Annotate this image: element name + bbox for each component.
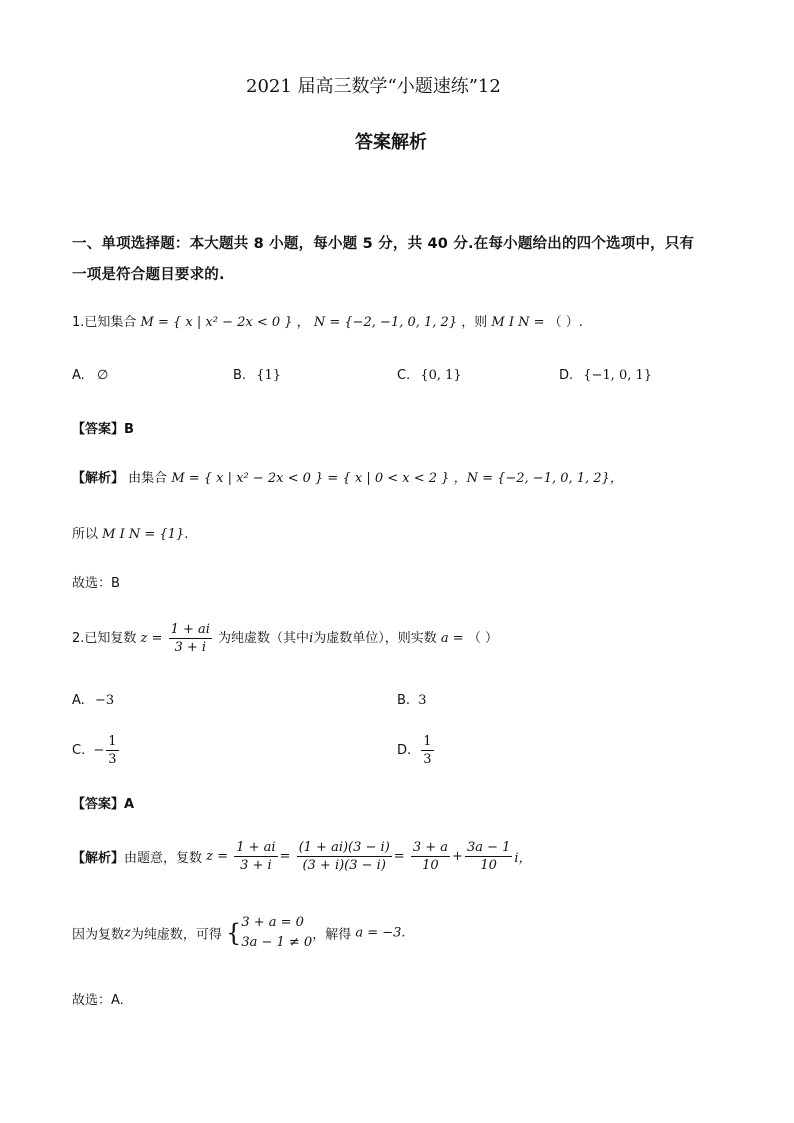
q2-because — [72, 913, 406, 953]
q2-stem-end: （ ） — [467, 631, 498, 646]
q2-fraction — [169, 622, 212, 655]
q2-fraction-numerator: 1 + ai — [170, 622, 210, 637]
q1-stem-suffix: ，则 — [461, 315, 488, 330]
q2-analysis-fraction-3 — [411, 840, 450, 873]
q1-option-a-value: ∅ — [96, 368, 109, 383]
q2-analysis: 【解析】由题意，复数 z = $\frac{1 + ai}{3 + i}$ = $\frac{(1 + ai)(3 - i)}{(3 + i)(3 - i)}$ = $\frac{3 + a}{10}$ + $\frac{3a - 1}{10}$ i， — [72, 840, 532, 873]
q2-choose: 故选：A. — [72, 993, 124, 1008]
q2-because-mid: 为纯虚数，可得 — [130, 927, 222, 943]
q1-option-d-value: {−1, 0, 1} — [583, 368, 653, 383]
page-title: 2021 届高三数学“小题速练”12 — [246, 76, 501, 97]
q2-analysis-fraction-2-den: (3 + i)(3 − i) — [302, 858, 386, 873]
q2-analysis-fraction-4-num: 3a − 1 — [466, 840, 511, 855]
q2-fraction-denominator: 3 + i — [174, 640, 207, 655]
q2-system-line-2: 3a − 1 ≠ 0 — [241, 935, 313, 950]
q1-option-a — [72, 368, 108, 383]
q1-stem-end: （ ）. — [548, 315, 583, 330]
q1-separator: ， — [296, 315, 310, 330]
q2-analysis-plus: + — [452, 849, 463, 864]
q1-option-b-value: {1} — [256, 368, 282, 383]
q2-analysis-fraction-1 — [234, 840, 277, 873]
q2-option-d-fraction — [421, 734, 433, 767]
q2-analysis-tail: i， — [514, 851, 532, 866]
q2-option-a-letter: A. — [72, 693, 85, 708]
q2-option-c-fraction — [106, 734, 118, 767]
q2-stem-i: i — [309, 631, 314, 646]
q2-analysis-fraction-1-den: 3 + i — [240, 858, 272, 873]
q1-analysis-set-n: ，N = {−2, −1, 0, 1, 2}， — [453, 471, 623, 486]
q1-set-m: M = { x | x² − 2x < 0 } — [140, 315, 293, 330]
q2-option-d — [397, 734, 436, 767]
q2-option-b-value: 3 — [418, 693, 427, 708]
q2-analysis-text: 由题意，复数 — [124, 851, 203, 866]
q2-analysis-fraction-2-num: (1 + ai)(3 − i) — [298, 840, 390, 855]
q2-because-z: z — [124, 925, 131, 941]
q1-option-c-letter: C. — [397, 368, 411, 383]
section-heading-line1: 一、单项选择题：本大题共 8 小题，每小题 5 分，共 40 分.在每小题给出的四个选项中，只有 — [72, 236, 695, 252]
q2-analysis-fraction-4-den: 10 — [480, 858, 497, 873]
q2-option-c-numerator: 1 — [108, 734, 117, 749]
q2-stem-prefix: 2.已知复数 — [72, 631, 137, 646]
q2-option-d-letter: D. — [397, 743, 412, 758]
q1-option-c — [397, 368, 462, 383]
q1-stem-prefix: 1.已知集合 — [72, 315, 137, 330]
q2-option-c — [72, 734, 121, 767]
q1-conclusion — [72, 523, 188, 542]
q2-option-b-letter: B. — [397, 693, 411, 708]
q2-answer: 【答案】A — [72, 797, 135, 812]
q1-option-b — [233, 368, 281, 383]
q1-expression: M I N = — [491, 315, 545, 330]
q2-stem-mid: 为纯虚数（其中 — [218, 631, 310, 646]
q1-analysis-text: 由集合 — [128, 471, 168, 486]
q1-answer: 【答案】B — [72, 422, 134, 437]
q2-option-c-letter: C. — [72, 743, 86, 758]
q2-option-c-denominator: 3 — [108, 752, 117, 767]
q2-stem-mid2: 为虚数单位），则实数 — [313, 631, 437, 646]
q1-option-d-letter: D. — [559, 368, 574, 383]
q2-z-eq: z = — [140, 631, 163, 646]
q2-stem-a: a = — [440, 631, 464, 646]
section-heading-line2: 一项是符合题目要求的. — [72, 267, 225, 283]
q2-analysis-z: z = — [206, 849, 229, 864]
q2-option-d-numerator: 1 — [423, 734, 432, 749]
q2-solve-expression: a = −3. — [355, 925, 406, 941]
q1-analysis — [72, 467, 623, 486]
q2-analysis-fraction-1-num: 1 + ai — [236, 840, 276, 855]
q2-analysis-fraction-3-num: 3 + a — [412, 840, 449, 855]
page-subtitle: 答案解析 — [355, 132, 427, 153]
q1-set-n: N = {−2, −1, 0, 1, 2} — [313, 315, 458, 330]
question-1-stem — [72, 311, 583, 330]
q2-option-c-sign: − — [93, 743, 105, 758]
q2-system-line-1: 3 + a = 0 — [241, 915, 304, 930]
q2-analysis-fraction-3-den: 10 — [422, 858, 439, 873]
q1-option-c-value: {0, 1} — [420, 368, 462, 383]
q2-option-a — [72, 693, 114, 708]
q2-option-d-denominator: 3 — [423, 752, 432, 767]
q2-option-a-value: −3 — [94, 693, 115, 708]
q1-choose: 故选：B — [72, 576, 120, 591]
q1-option-a-letter: A. — [72, 368, 85, 383]
q2-because-text: 因为复数 — [72, 927, 125, 943]
q2-analysis-fraction-4 — [465, 840, 512, 873]
q2-solve-text: ，解得 — [312, 927, 352, 943]
q1-option-d — [559, 368, 652, 383]
q1-so-text: 所以 — [72, 527, 99, 542]
question-2-stem — [72, 622, 498, 655]
q1-option-b-letter: B. — [233, 368, 247, 383]
q2-analysis-fraction-2 — [297, 840, 392, 873]
system-brace: { — [226, 919, 242, 947]
q1-so-expression: M I N = {1}. — [102, 527, 189, 542]
q1-analysis-label: 【解析】 — [72, 471, 125, 486]
q2-option-b — [397, 693, 426, 708]
q2-analysis-label: 【解析】 — [72, 851, 125, 866]
q1-analysis-set-m: M = { x | x² − 2x < 0 } = { x | 0 < x < 2 } — [171, 471, 450, 486]
q2-equation-system — [241, 913, 312, 953]
